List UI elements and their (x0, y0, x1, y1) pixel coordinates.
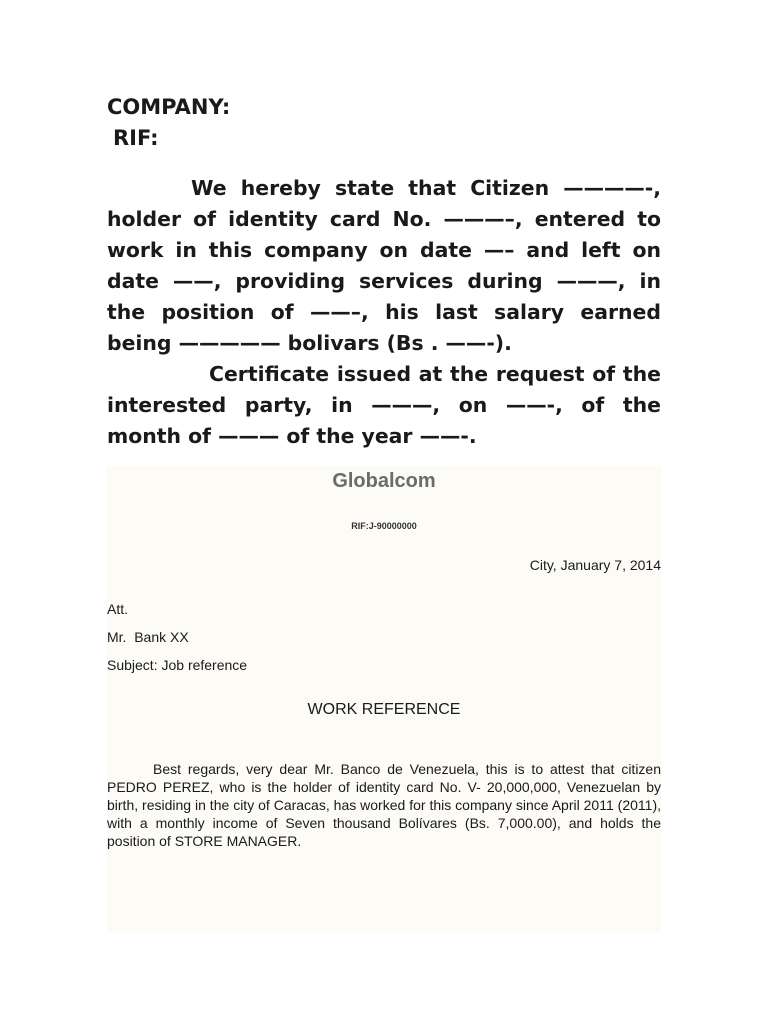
letter-body: Best regards, very dear Mr. Banco de Venezuela, this is to attest that citizen PEDRO PEREZ, who is the holder of identity card No. V- 20,000,000, Venezuelan by birth, residing in the city of Caracas, has worked for this company since April 2011 (2011), with a monthly income of Seven thousand Bolívares (Bs. 7,000.00), and holds the position of STORE MANAGER. (107, 761, 661, 849)
statement-paragraph-2: Certificate issued at the request of the interested party, in ———, on ——-, of the month of ——— of the year ——-. (107, 362, 661, 448)
letter-date: City, January 7, 2014 (529, 557, 661, 573)
certificate-statement (107, 173, 661, 452)
statement-paragraph-1: We hereby state that Citizen ————-, holder of identity card No. ———–, entered to work in this company on date —– and left on date ——, providing services during ———, in the position of ——–, his last salary earned being ————— bolivars (Bs . ——-). (107, 176, 661, 355)
letter-title: WORK REFERENCE (307, 701, 461, 718)
reference-letter (107, 466, 661, 932)
letter-rif: RIF:J-90000000 (351, 521, 417, 531)
letter-company-name: Globalcom (332, 470, 436, 492)
letter-subject: Subject: Job reference (107, 657, 248, 673)
company-heading: COMPANY: (107, 95, 231, 119)
rif-heading: RIF: (113, 126, 159, 150)
letter-att: Att. (107, 601, 129, 617)
letter-addressee: Mr. Bank XX (107, 629, 189, 645)
